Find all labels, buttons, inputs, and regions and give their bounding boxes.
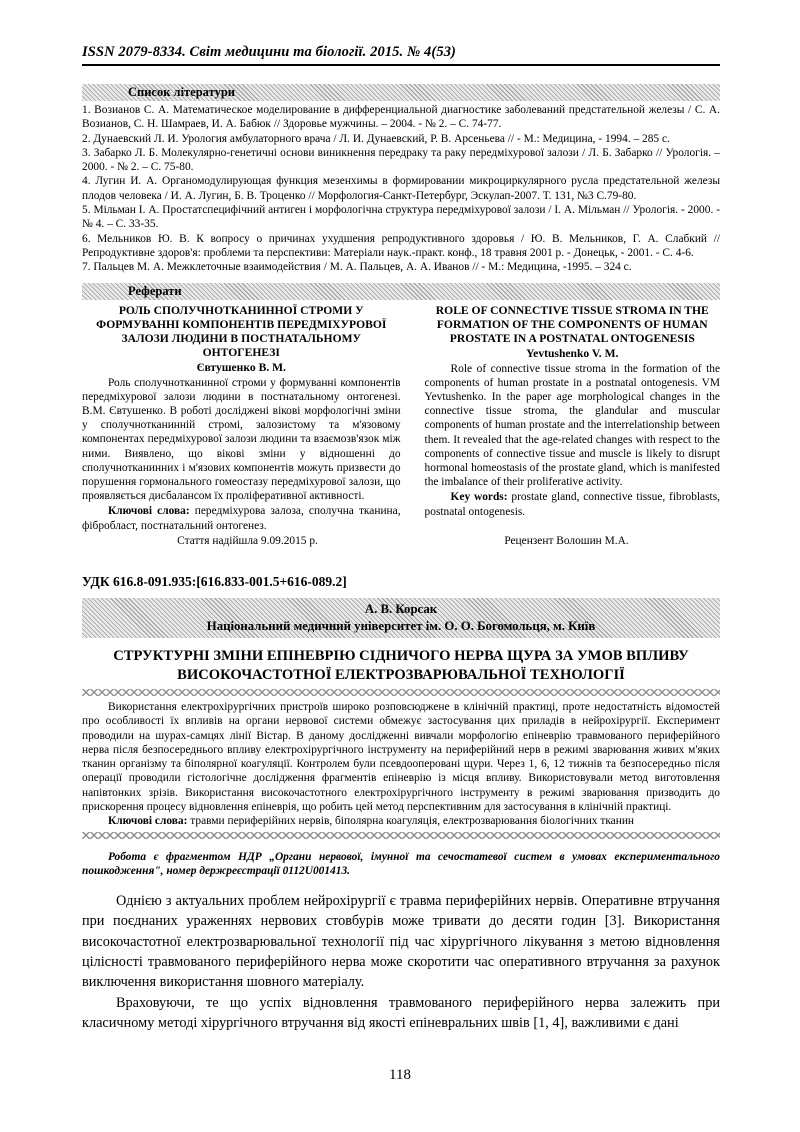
reference-item: 7. Пальцев М. А. Межклеточные взаимодействия / М. А. Пальцев, А. А. Иванов // - М.: Медицина, -1995. – 324 с.: [82, 261, 632, 274]
abstract-ukrainian: [82, 304, 401, 533]
article-author: А. В. Корсак: [364, 602, 438, 616]
keywords-text-en: prostate gland, connective tissue, fibroblasts, postnatal ontogenesis.: [424, 491, 720, 518]
reference-item: 6. Мельников Ю. В. К вопросу о причинах ухудшения репродуктивного здоровья / Ю. В. Мельников, Г. А. Слабкий // Репродуктивне здоров'я: проблеми та перспективи: Матеріали наук.-практ. конф., 18 травня 2001 р. - Донецьк, - 2001. - С. 4-6.: [82, 232, 720, 259]
abstract-title-ua: РОЛЬ СПОЛУЧНОТКАНИННОЇ СТРОМИ У ФОРМУВАННІ КОМПОНЕНТІВ ПЕРЕДМІХУРОВОЇ ЗАЛОЗИ ЛЮДИНИ В ПОСТНАТАЛЬНОМУ ОНТОГЕНЕЗІ: [96, 303, 387, 359]
zigzag-divider-bottom: [82, 832, 720, 839]
abstract-author-en: Yevtushenko V. M.: [526, 346, 619, 360]
article-keywords-label: Ключові слова:: [108, 815, 188, 828]
abstract-footer: [82, 534, 720, 548]
running-head-rule: [82, 64, 720, 66]
page-number: 118: [389, 1067, 411, 1083]
article-abstract: Використання електрохірургічних пристроїв широко розповсюджене в клінічній практиці, проте недостатність відомостей про особливості їх впливів на органи нервової системи обмежує застосування цих приладів в нейрохірургії. Експеримент проводили на шурах-самцях лінії Вістар. В даному дослідженні вивчали морфологію епіневрію травмованого периферійного нерва після безпосереднього впливу електрохірургічного інструменту на периферійний нерв в режимі зварювання живих м'яких тканин організму та біполярної коагуляції. Контролем були псевдооперовані щури. Через 1, 6, 12 тижнів та безпосередньо після операції проводили гістологічне дослідження фрагментів епіневрію із місця впливу. Використовували метод виготовлення напівтонких зрізів. Використання високочастотного електрохірургічного інструменту в режимі зварювання призводить до прискорення процесу відновлення епіневрія, що робить цей метод перспективним для застосування в клінічній практиці.: [82, 701, 720, 814]
abstracts-columns: [82, 304, 720, 533]
running-head: ISSN 2079-8334. Світ медицини та біології. 2015. № 4(53): [82, 44, 456, 60]
funding-note: Робота є фрагментом НДР „Органи нервової, імунної та сечостатевої систем в умовах експериментального пошкодження", номер держреєстрації 0112U001413.: [82, 850, 720, 878]
submission-date: Стаття надійшла 9.09.2015 р.: [177, 534, 318, 547]
reference-item: 5. Мільман І. А. Простатспецифічний антиген і морфологічна структура передміхурової залози / І. А. Мільман // Урологія. - 2000. - № 4. – С. 33-35.: [82, 204, 720, 231]
article-affiliation: Національний медичний університет ім. О. О. Богомольця, м. Київ: [206, 618, 596, 633]
abstract-keywords-ua: [82, 504, 401, 532]
reference-item: 3. Забарко Л. Б. Молекулярно-генетичні основи виникнення передраку та раку передміхурової залози / Л. Б. Забарко // Урологія. – 2000. - № 2. – С. 75-80.: [82, 146, 720, 174]
keywords-text-ua: передміхурова залоза, сполучна тканина, фібробласт, постнатальний онтогенез.: [82, 505, 401, 532]
abstract-title-en: ROLE OF CONNECTIVE TISSUE STROMA IN THE FORMATION OF THE COMPONENTS OF HUMAN PROSTATE IN A POSTNATAL ONTOGENESIS: [435, 303, 709, 345]
abstract-keywords-en: [425, 490, 720, 518]
reviewer-name: Рецензент Волошин М.А.: [504, 534, 629, 547]
section-bar-literature: Список літератури: [82, 84, 720, 101]
reference-item: 2. Дунаевский Л. И. Урология амбулаторного врача / Л. И. Дунаевский, Р. В. Арсеньева // - М.: Медицина, - 1994. – 285 с.: [82, 132, 670, 145]
reference-item: 4. Лугин И. А. Органомодулирующая функция мезенхимы в формировании микроциркулярного русла предстательной железы плодов человека / И. А. Лугин, Б. В. Троценко // Морфология-Санкт-Петербург, Эскулап-2007. Т. 131, №3 С.79-80.: [82, 175, 720, 202]
page-content: [82, 44, 720, 1034]
keywords-label-ua: Ключові слова:: [108, 505, 190, 518]
section-bar-abstracts: Реферати: [82, 283, 720, 300]
abstract-english: [425, 304, 720, 533]
article-keywords-text: травми периферійних нервів, біполярна коагуляція, електрозварювання біологічних тканин: [190, 815, 635, 828]
body-paragraph: Однією з актуальних проблем нейрохірургії є травма периферійних нервів. Оперативне втручання при поєднаних ураженнях нервових стовбурів може тривати до десяти годин [3]. Використання високочастотної електрозварювальної технології під час хірургічного лікування з метою відновлення цілісності травмованого периферійного нерва може скоротити час оперативного втручання за рахунок виключення використання шовного матеріалу.: [82, 892, 720, 991]
abstract-body-en: Role of connective tissue stroma in the formation of the components of human prostate in a postnatal ontogenesis. VM Yevtushenko. In the paper age morphological changes in the connective tissue stroma, the glandular and muscular components of human prostate and the interrelationship between them. It revealed that the age-related changes with respect to the components of connective tissue and muscle is likely to disrupt hormonal homeostasis of the prostate gland, which is manifested the imbalance of their proliferative activity.: [424, 362, 720, 489]
udc-code: УДК 616.8-091.935:[616.833-001.5+616-089.2]: [82, 574, 347, 589]
abstract-body-ua: Роль сполучнотканинної строми у формуванні компонентів передміхурової залози людини в постнатальному онтогенезі. В.М. Євтушенко. В роботі досліджені вікові морфологічні зміни у сполучнотканинній стромі, залозистому та м'язовому компонентах передміхурової залози людини та взаємозв'язок між ними. Виявлено, що вікові зміни у відношенні до сполучнотканинних і м'язових компонентів можуть призвести до порушення гормонального гомеостазу передміхурової залози, що проявляється дисбалансом їх проліферативної активності.: [82, 376, 401, 503]
article-keywords: [82, 814, 720, 828]
abstract-author-ua: Євтушенко В. М.: [196, 360, 286, 374]
reference-list: [82, 103, 720, 275]
keywords-label-en: Key words:: [450, 491, 508, 504]
reference-item: 1. Возианов С. А. Математическое моделирование в дифференциальной диагностике заболеваний предстательной железы / С. А. Возианов, С. Н. Шамраев, И. А. Бабюк // Здоровье мужчины. – 2004. - № 2. – С. 74-77.: [82, 104, 720, 131]
article-title: СТРУКТУРНІ ЗМІНИ ЕПІНЕВРІЮ СІДНИЧОГО НЕРВА ЩУРА ЗА УМОВ ВПЛИВУ ВИСОКОЧАСТОТНОЇ ЕЛЕКТРОЗВАРЮВАЛЬНОЇ ТЕХНОЛОГІЇ: [113, 648, 689, 683]
zigzag-divider-top: [82, 689, 720, 696]
body-paragraph: Враховуючи, те що успіх відновлення травмованого периферійного нерва залежить при класичному методі хірургічного втручання від якості епіневральних швів [1, 4], важливими є дані: [82, 994, 720, 1032]
article-author-band: [82, 598, 720, 638]
